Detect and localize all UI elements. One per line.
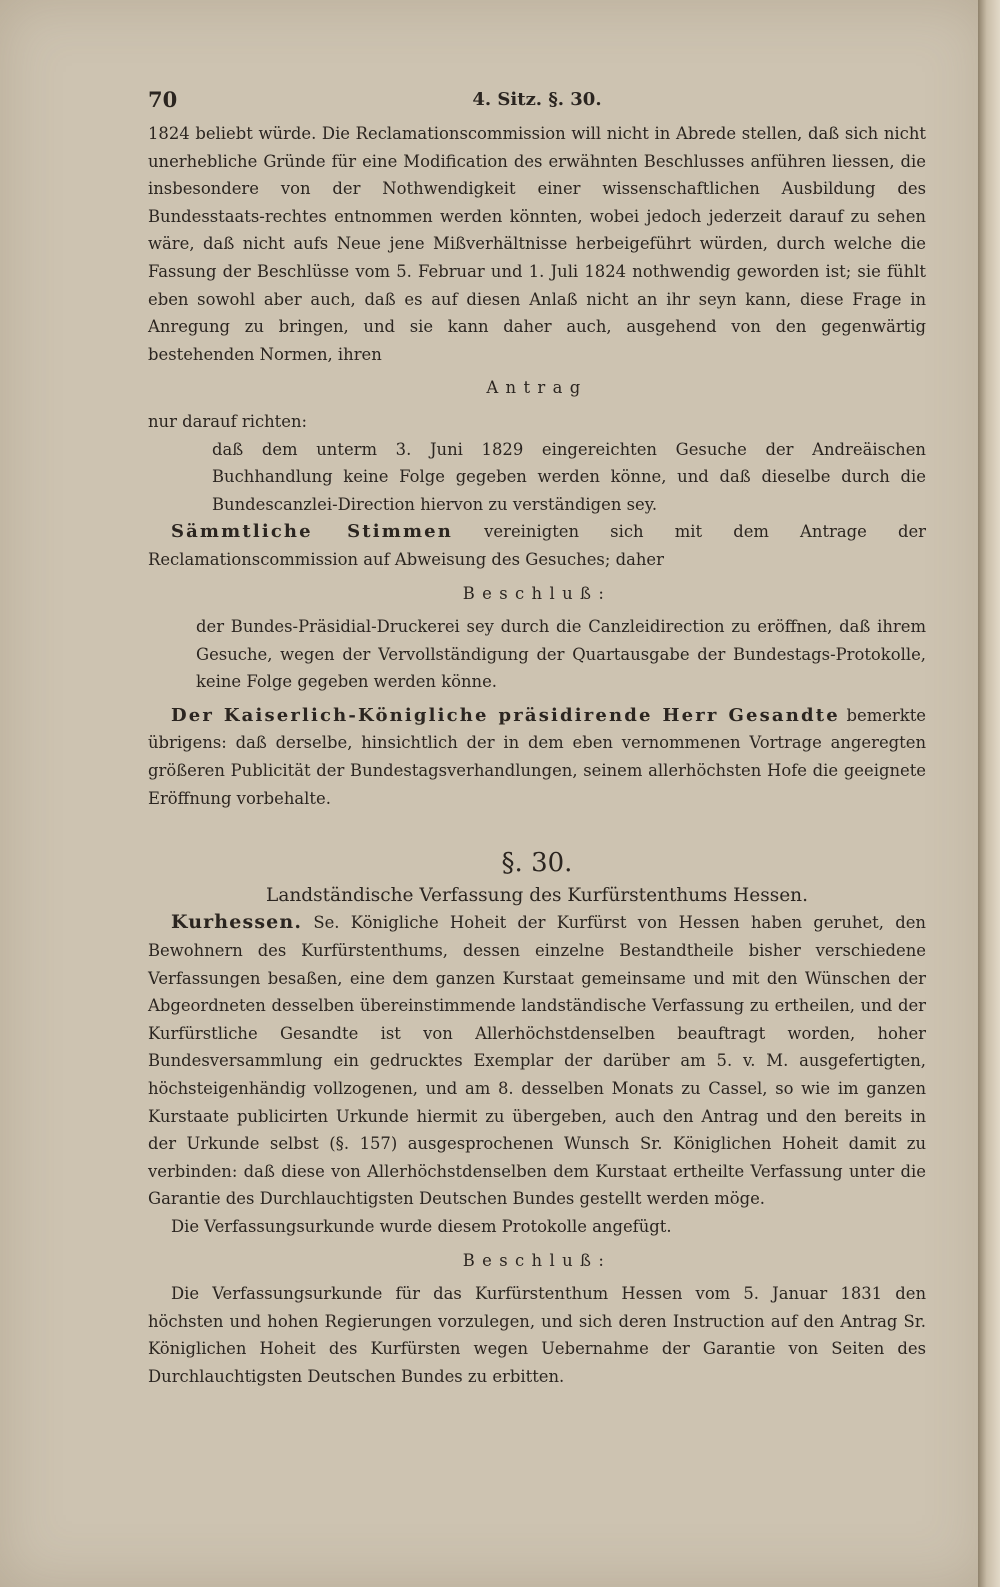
paragraph-kurhessen [148, 909, 926, 1213]
paragraph-protokoll: Die Verfassungsurkunde wurde diesem Protokolle angefügt. [170, 1216, 672, 1236]
page-edge [978, 0, 1000, 1587]
beschluss-text-1: der Bundes-Präsidial-Druckerei sey durch die Canzleidirection zu eröffnen, daß ihrem Gesuche, wegen der Vervollständigung der Quartausgabe der Bundestags-Protokolle, keine Folge gegeben werden könne. [196, 617, 926, 692]
gesandte-lead: Der Kaiserlich-Königliche präsidirende Herr Gesandte [170, 704, 840, 726]
beschluss-text-2: Die Verfassungsurkunde für das Kurfürstenthum Hessen vom 5. Januar 1831 den höchsten und hohen Regierungen vorzulegen, und sich deren Instruction auf den Antrag Sr. Königlichen Hoheit des Kurfürsten wegen Uebernahme der Garantie von Seiten des Durchlauchtigsten Deutschen Bundes zu erbitten. [148, 1284, 926, 1386]
paragraph-gesandte [148, 702, 926, 812]
section-number: §. 30. [501, 848, 573, 879]
kurhessen-rest: Se. Königliche Hoheit der Kurfürst von Hessen haben geruhet, den Bewohnern des Kurfürstenthums, dessen einzelne Bestandtheile bisher verschiedene Verfassungen besaßen, eine dem ganzen Kurstaat gemeinsame und mit den Wünschen der Abgeordneten desselben übereinstimmende landständische Verfassung zu ertheilen, und der Kurfürstliche Gesandte ist von Allerhöchstdenselben beauftragt worden, hoher Bundesversammlung ein gedrucktes Exemplar der darüber am 5. v. M. ausgefertigten, höchsteigenhändig vollzogenen, und am 8. desselben Monats zu Cassel, so wie im ganzen Kurstaate publicirten Urkunde hiermit zu übergeben, auch den Antrag und den bereits in der Urkunde selbst (§. 157) ausgesprochenen Wunsch Sr. Königlichen Hoheit damit zu verbinden: daß diese von Allerhöchstdenselben dem Kurstaat ertheilte Verfassung unter die Garantie des Durchlauchtigsten Deutschen Bundes gestellt werden möge. [148, 913, 926, 1209]
gesandte-rest: bemerkte übrigens: daß derselbe, hinsichtlich der in dem eben vernommenen Vortrage angeregten größeren Publicität der Bundestagsverhandlungen, seinem allerhöchsten Hofe die geeignete Eröffnung vorbehalte. [148, 705, 926, 808]
page-header [148, 86, 926, 120]
page-number: 70 [148, 87, 178, 112]
antrag-intro: nur darauf richten: [148, 411, 308, 431]
paragraph-reclamation: 1824 beliebt würde. Die Reclamationscommission will nicht in Abrede stellen, daß sich nicht unerhebliche Gründe für eine Modification des erwähnten Beschlusses anführen liessen, die insbesondere von der Nothwendigkeit einer wissenschaftlichen Ausbildung des Bundesstaats-rechtes entnommen werden könnten, wobei jedoch jederzeit darauf zu sehen wäre, daß nicht aufs Neue jene Mißverhältnisse herbeigeführt würden, durch welche die Fassung der Beschlüsse vom 5. Februar und 1. Juli 1824 nothwendig geworden ist; sie fühlt eben sowohl aber auch, daß es auf diesen Anlaß nicht an ihr seyn kann, diese Frage in Anregung zu bringen, und sie kann daher auch, ausgehend von den gegenwärtig bestehenden Normen, ihren [148, 124, 926, 364]
antrag-text: daß dem unterm 3. Juni 1829 eingereichten Gesuche der Andreäischen Buchhandlung keine Folge gegeben werden könne, und daß dieselbe durch die Bundescanzlei-Direction hiervon zu verständigen sey. [212, 439, 926, 514]
stimmen-rest: vereinigten sich mit dem Antrage der Reclamationscommission auf Abweisung des Gesuches; daher [148, 522, 926, 569]
beschluss-heading-2: Beschluß: [462, 1250, 612, 1270]
paragraph-stimmen [148, 518, 926, 573]
running-head: 4. Sitz. §. 30. [472, 89, 602, 110]
kurhessen-sidehead: Kurhessen. [170, 911, 303, 934]
beschluss-heading-1: Beschluß: [462, 583, 612, 603]
page-content [148, 86, 926, 1391]
antrag-heading: Antrag [486, 378, 588, 398]
stimmen-lead: Sämmtliche Stimmen [170, 521, 454, 543]
section-title: Landständische Verfassung des Kurfürstenthums Hessen. [266, 884, 808, 906]
